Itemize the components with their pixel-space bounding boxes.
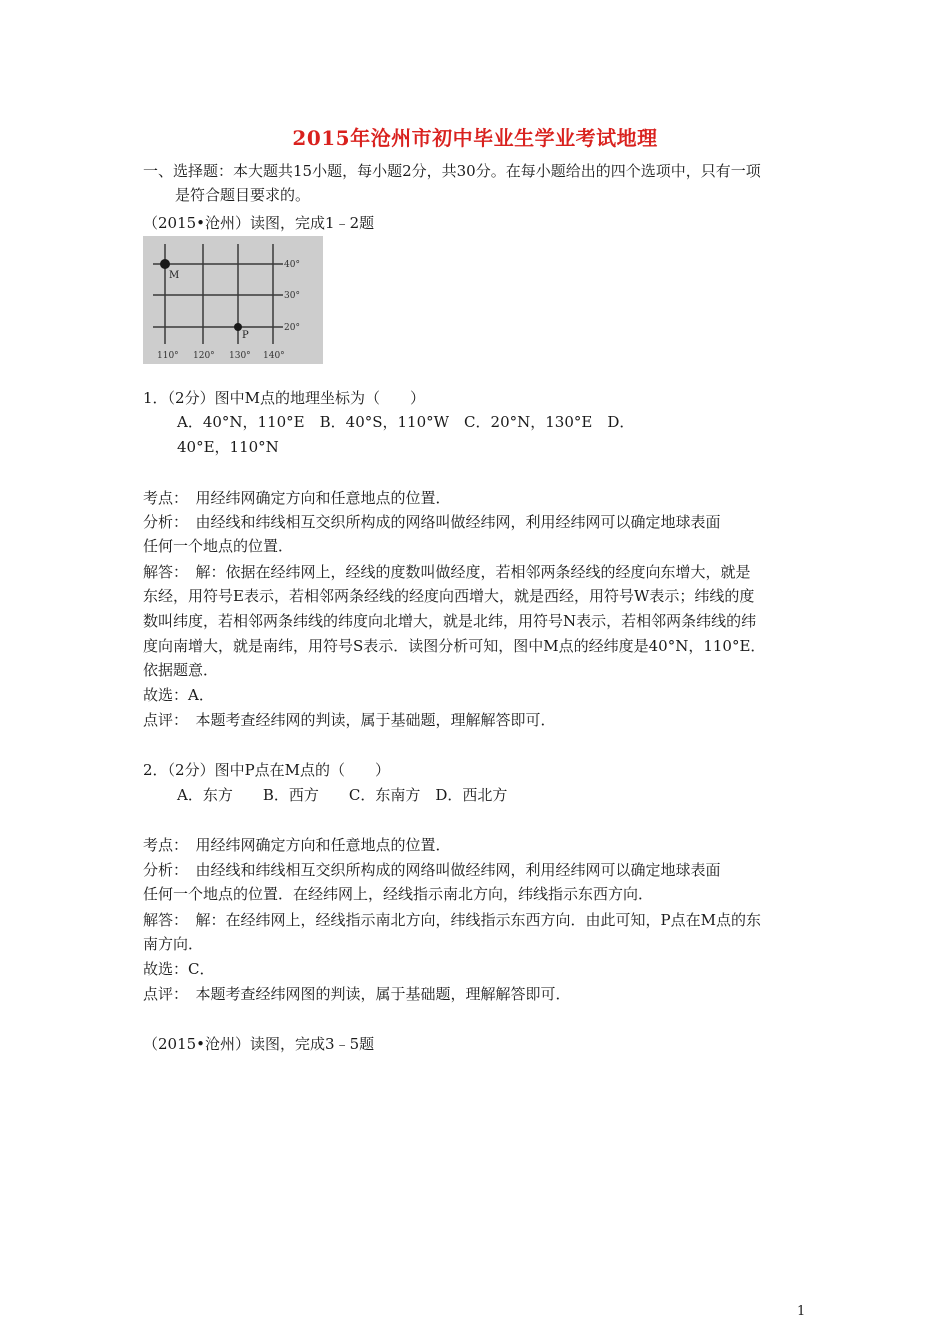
- lat-label-40: 40°: [284, 260, 300, 270]
- q1-answer: 故选：A．: [143, 686, 214, 704]
- lat-label-30: 30°: [284, 291, 300, 301]
- q1-fenxi-line-1: 分析： 由经线和纬线相互交织所构成的网络叫做经纬网，利用经纬网可以确定地球表面: [143, 513, 721, 531]
- page-number: 1: [797, 1304, 806, 1319]
- q1-jieda-line-2: 东经，用符号E表示，若相邻两条经线的经度向西增大，就是西经，用符号W表示；纬线的度: [143, 587, 755, 605]
- document-title: 2015年沧州市初中毕业生学业考试地理: [292, 126, 658, 150]
- point-m-marker: [160, 259, 170, 269]
- lat-lon-grid-figure: [143, 236, 323, 364]
- q2-fenxi-line-1: 分析： 由经线和纬线相互交织所构成的网络叫做经纬网，利用经纬网可以确定地球表面: [143, 861, 721, 879]
- q2-answer: 故选：C．: [143, 960, 215, 978]
- q2-options: A．东方 B．西方 C．东南方 D．西北方: [177, 786, 508, 804]
- q2-kaodian: 考点： 用经纬网确定方向和任意地点的位置．: [143, 836, 451, 854]
- section-heading-line-2: 是符合题目要求的。: [175, 186, 311, 204]
- q1-options-line-2: 40°E，110°N: [177, 438, 279, 456]
- q1-jieda-line-3: 数叫纬度，若相邻两条纬线的纬度向北增大，就是北纬，用符号N表示，若相邻两条纬线的纬: [143, 612, 757, 630]
- figure-intro-1: （2015•沧州）读图，完成1﹣2题: [143, 214, 375, 232]
- point-p-marker: [234, 323, 242, 331]
- lon-label-120: 120°: [193, 351, 215, 361]
- q2-dianping: 点评： 本题考查经纬网图的判读，属于基础题，理解解答即可．: [143, 985, 571, 1003]
- q2-stem: 2．（2分）图中P点在M点的（ ）: [143, 761, 391, 779]
- q2-jieda-line-2: 南方向．: [143, 935, 204, 953]
- grid-svg: [143, 236, 323, 364]
- section-heading-line-1: 一、选择题：本大题共15小题，每小题2分，共30分。在每小题给出的四个选项中，只有一项: [143, 162, 761, 180]
- q1-jieda-line-4: 度向南增大，就是南纬，用符号S表示．读图分析可知，图中M点的经纬度是40°N，110°E．: [143, 637, 766, 655]
- lon-label-130: 130°: [229, 351, 251, 361]
- lon-label-110: 110°: [157, 351, 179, 361]
- q1-options-line-1: A．40°N，110°E B．40°S，110°W C．20°N，130°E D．: [177, 413, 635, 431]
- q1-dianping: 点评： 本题考查经纬网的判读，属于基础题，理解解答即可．: [143, 711, 556, 729]
- lat-label-20: 20°: [284, 323, 300, 333]
- lon-label-140: 140°: [263, 351, 285, 361]
- q1-stem: 1．（2分）图中M点的地理坐标为（ ）: [143, 389, 425, 407]
- q1-jieda-line-5: 依据题意．: [143, 661, 219, 679]
- q1-jieda-line-1: 解答： 解：依据在经纬网上，经线的度数叫做经度，若相邻两条经线的经度向东增大，就是: [143, 563, 751, 581]
- point-p-label: P: [242, 330, 249, 341]
- q1-fenxi-line-2: 任何一个地点的位置．: [143, 537, 294, 555]
- q1-kaodian: 考点： 用经纬网确定方向和任意地点的位置．: [143, 489, 451, 507]
- q2-jieda-line-1: 解答： 解：在经纬网上，经线指示南北方向，纬线指示东西方向．由此可知，P点在M点的东: [143, 911, 761, 929]
- figure-intro-2: （2015•沧州）读图，完成3﹣5题: [143, 1035, 375, 1053]
- q2-fenxi-line-2: 任何一个地点的位置．在经纬网上，经线指示南北方向，纬线指示东西方向．: [143, 885, 654, 903]
- point-m-label: M: [169, 270, 180, 281]
